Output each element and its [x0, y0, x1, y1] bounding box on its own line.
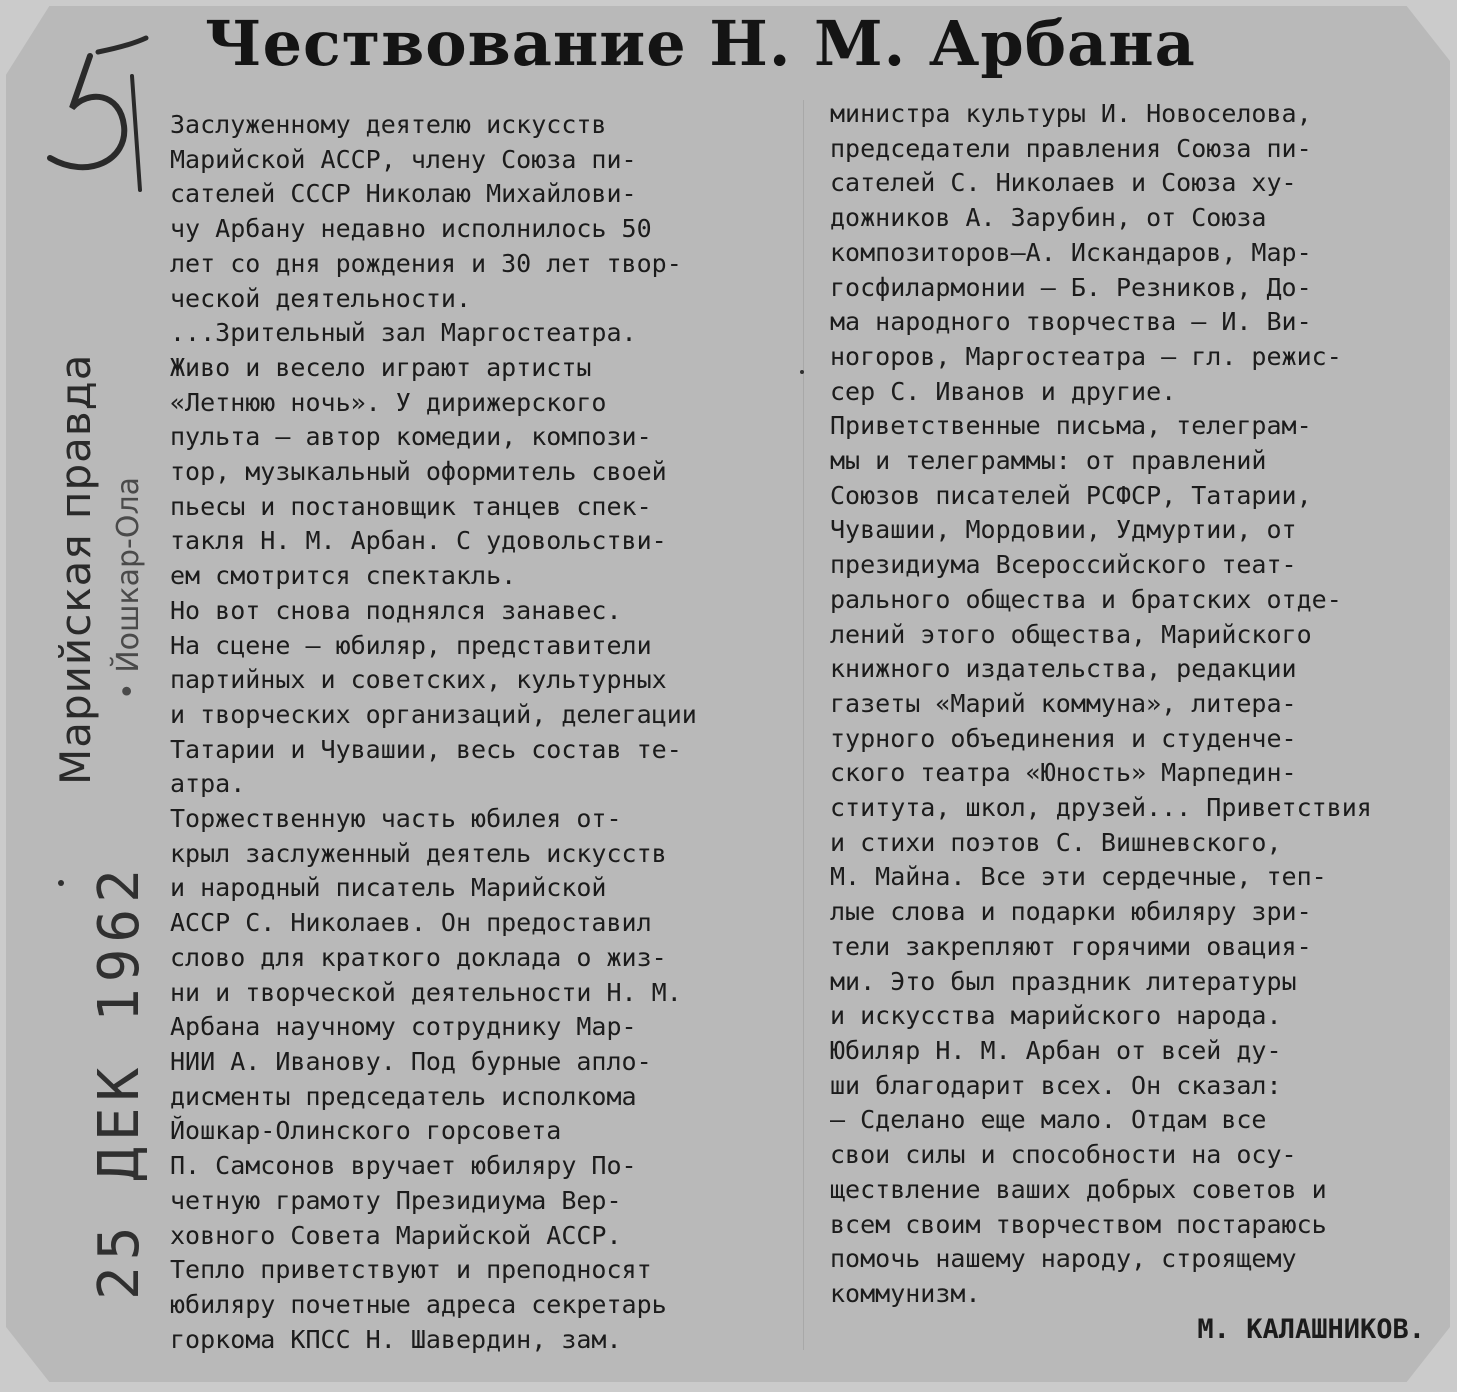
text-line: Заслуженному деятелю искусств [170, 110, 607, 139]
text-line: дисменты председатель исполкома [170, 1081, 637, 1111]
text-line: атра. [170, 769, 246, 799]
text-line: Татарии и Чувашии, весь состав те- [170, 734, 682, 764]
text-line: лений этого общества, Марийского [830, 619, 1312, 649]
text-line: ни и творческой деятельности Н. М. [170, 977, 682, 1007]
text-line: тели закрепляют горячими овация- [830, 931, 1312, 961]
text-line: министра культуры И. Новоселова, [830, 99, 1312, 128]
print-speck [58, 880, 64, 886]
text-line: сателей СССР Николаю Михайлови- [170, 179, 637, 209]
text-line: лет со дня рождения и 30 лет твор- [170, 248, 682, 278]
text-line: и стихи поэтов С. Вишневского, [830, 827, 1282, 857]
text-line: ...Зрительный зал Маргостеатра. [170, 318, 637, 348]
text-line: ского театра «Юность» Марпедин- [830, 758, 1297, 788]
text-line: слово для краткого доклада о жиз- [170, 942, 667, 972]
text-line: и творческих организаций, делегации [170, 699, 697, 729]
text-line: турного объединения и студенче- [830, 723, 1297, 753]
text-line: П. Самсонов вручает юбиляру По- [170, 1151, 637, 1181]
text-line: председатели правления Союза пи- [830, 133, 1312, 163]
text-line: Приветственные письма, телеграм- [830, 411, 1312, 441]
text-line: НИИ А. Иванову. Под бурные апло- [170, 1046, 652, 1076]
text-line: АССР С. Николаев. Он предоставил [170, 908, 652, 938]
text-line: ститута, школ, друзей... Приветствия [830, 793, 1372, 823]
date-stamp: 25 ДЕК 1962 [87, 863, 152, 1300]
text-line: ческой деятельности. [170, 283, 472, 313]
text-line: ществление ваших добрых советов и [830, 1174, 1327, 1204]
text-line: газеты «Марий коммуна», литера- [830, 688, 1297, 718]
text-line: Живо и весело играют артисты [170, 352, 592, 382]
text-line: Юбиляр Н. М. Арбан от всей ду- [830, 1035, 1282, 1065]
text-line: М. Майна. Все эти сердечные, теп- [830, 862, 1327, 892]
text-line: Арбана научному сотруднику Мар- [170, 1012, 637, 1042]
text-line: и искусства марийского народа. [830, 1001, 1282, 1031]
text-line: ногоров, Маргостеатра — гл. режис- [830, 341, 1342, 371]
text-line: президиума Всероссийского теат- [830, 550, 1297, 580]
newspaper-name: Марийская правда [51, 353, 100, 785]
text-line: На сцене — юбиляр, представители [170, 630, 652, 660]
text-line: крыл заслуженный деятель искусств [170, 838, 667, 868]
article-column-right [830, 97, 1442, 1357]
text-line: горкома КПСС Н. Шавердин, зам. [170, 1324, 622, 1354]
handwritten-number [28, 30, 158, 200]
text-line: Чувашии, Мордовии, Удмуртии, от [830, 515, 1297, 545]
text-line: партийных и советских, культурных [170, 665, 667, 695]
text-line: ми. Это был праздник литературы [830, 966, 1297, 996]
text-line: четную грамоту Президиума Вер- [170, 1185, 622, 1215]
text-line: Но вот снова поднялся занавес. [170, 595, 622, 625]
text-line: юбиляру почетные адреса секретарь [170, 1289, 667, 1319]
text-line: пульта — автор комедии, компози- [170, 422, 652, 452]
text-line: и народный писатель Марийской [170, 873, 607, 903]
text-line: пьесы и постановщик танцев спек- [170, 491, 652, 521]
text-line: коммунизм. [830, 1278, 981, 1308]
text-line: сер С. Иванов и другие. [830, 376, 1177, 406]
text-line: ем смотрится спектакль. [170, 561, 517, 591]
text-line: такля Н. М. Арбан. С удовольстви- [170, 526, 667, 556]
text-line: чу Арбану недавно исполнилось 50 [170, 214, 652, 244]
text-line: тор, музыкальный оформитель своей [170, 457, 667, 487]
text-line: свои силы и способности на осу- [830, 1140, 1297, 1170]
column-divider [803, 100, 804, 1350]
text-line: ховного Совета Марийской АССР. [170, 1220, 622, 1250]
text-line: мы и телеграммы: от правлений [830, 446, 1267, 476]
text-line: книжного издательства, редакции [830, 654, 1297, 684]
text-line: ма народного творчества — И. Ви- [830, 307, 1312, 337]
text-line: Союзов писателей РСФСР, Татарии, [830, 480, 1312, 510]
city-name: • Йошкар-Ола [111, 476, 146, 700]
text-line: — Сделано еще мало. Отдам все [830, 1105, 1267, 1135]
text-line: сателей С. Николаев и Союза ху- [830, 168, 1297, 198]
text-line: Йошкар-Олинского горсовета [170, 1116, 562, 1146]
text-line: композиторов—А. Искандаров, Мар- [830, 237, 1312, 267]
text-line: помочь нашему народу, строящему [830, 1244, 1297, 1274]
text-line: всем своим творчеством постараюсь [830, 1209, 1327, 1239]
article-headline: Чествование Н. М. Арбана [205, 7, 1196, 80]
text-line: Марийской АССР, члену Союза пи- [170, 144, 637, 174]
text-line: Тепло приветствуют и преподносят [170, 1255, 652, 1285]
text-line: Торжественную часть юбилея от- [170, 804, 622, 834]
text-line: дожников А. Зарубин, от Союза [830, 203, 1267, 233]
text-line: рального общества и братских отде- [830, 584, 1342, 614]
author-signature: М. КАЛАШНИКОВ. [1197, 1314, 1425, 1345]
text-line: госфилармонии — Б. Резников, До- [830, 272, 1312, 302]
text-line: «Летнюю ночь». У дирижерского [170, 387, 607, 417]
text-line: ши благодарит всех. Он сказал: [830, 1070, 1282, 1100]
print-speck [800, 370, 804, 374]
article-column-left [170, 108, 782, 1368]
text-line: лые слова и подарки юбиляру зри- [830, 897, 1312, 927]
